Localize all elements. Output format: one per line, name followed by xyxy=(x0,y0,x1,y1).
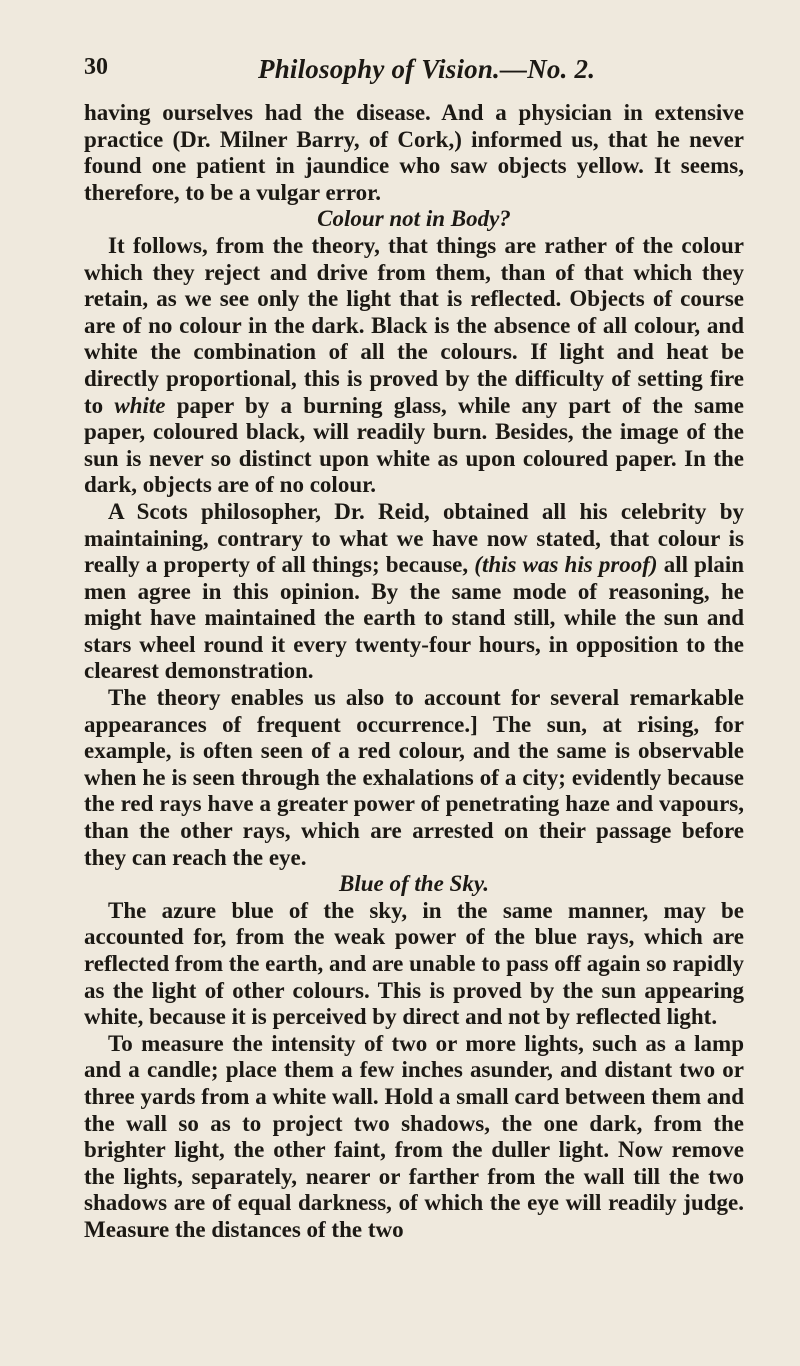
page-number: 30 xyxy=(84,54,108,80)
section-heading-colour-not-in-body: Colour not in Body? xyxy=(317,206,511,232)
paragraph-red-sun: The theory enables us also to account for several remarkable appearances of frequent occurrence.] The sun, at rising, for example, is often seen of a red colour, and the same is observable when he is seen through the exhalations of a city; evidently because the red rays have a greater power of penetrating haze and vapours, than the other rays, which are arrested on their passage before they can reach the eye. xyxy=(84,685,744,870)
page-header xyxy=(0,50,800,90)
paragraph-colour-theory-part-1: It follows, from the theory, that things are rather of the colour which they reject and drive from them, than of that which they retain, as we see only the light that is reflected. Objects of course are of no colour in the dark. Black is the absence of all colour, and white the combination of all the colours. If light and heat be directly proportional, this is proved by the difficulty of setting fire to xyxy=(84,232,744,418)
paragraph-measure-lights: To measure the intensity of two or more lights, such as a lamp and a candle; place them a few inches asunder, and distant two or three yards from a white wall. Hold a small card between them and the wall so as to project two shadows, the one dark, from the brighter light, the other faint, from the duller light. Now remove the lights, separately, nearer or farther from the wall till the two shadows are of equal darkness, of which the eye will readily judge. Measure the distances of the two xyxy=(84,1030,744,1242)
paragraph-dr-reid-emphasis: (this was his proof) xyxy=(474,552,658,578)
running-head: Philosophy of Vision.—No. 2. xyxy=(258,54,596,84)
body-text xyxy=(84,100,744,1244)
paragraph-dr-reid-part-2: all plain men agree in this opinion. By the same mode of reasoning, he might have maintained the earth to stand still, while the sun and stars wheel round it every twenty-four hours, in opposition to the clearest demonstration. xyxy=(84,552,745,684)
paragraph-azure-blue: The azure blue of the sky, in the same manner, may be accounted for, from the weak power of the blue rays, which are reflected from the earth, and are unable to pass off again so rapidly as the light of other colours. This is proved by the sun appearing white, because it is perceived by direct and not by reflected light. xyxy=(84,897,744,1030)
paragraph-colour-theory xyxy=(84,233,744,499)
paragraph-dr-reid xyxy=(84,499,744,685)
paragraph-colour-theory-part-2: paper by a burning glass, while any part of the same paper, coloured black, will readily burn. Besides, the image of the sun is never so distinct upon white as upon coloured paper. In the dark, objects are of no colour. xyxy=(84,392,744,498)
paragraph-colour-theory-emphasis: white xyxy=(114,392,166,418)
paragraph-dr-reid-part-1: A Scots philosopher, Dr. Reid, obtained all his celebrity by maintaining, contrary to what we have now stated, that colour is really a property of all things; because, xyxy=(84,498,744,578)
section-heading-blue-of-the-sky: Blue of the Sky. xyxy=(339,871,489,897)
paragraph-jaundice: having ourselves had the disease. And a physician in extensive practice (Dr. Milner Barry, of Cork,) informed us, that he never found one patient in jaundice who saw objects yellow. It seems, therefore, to be a vulgar error. xyxy=(84,100,744,205)
